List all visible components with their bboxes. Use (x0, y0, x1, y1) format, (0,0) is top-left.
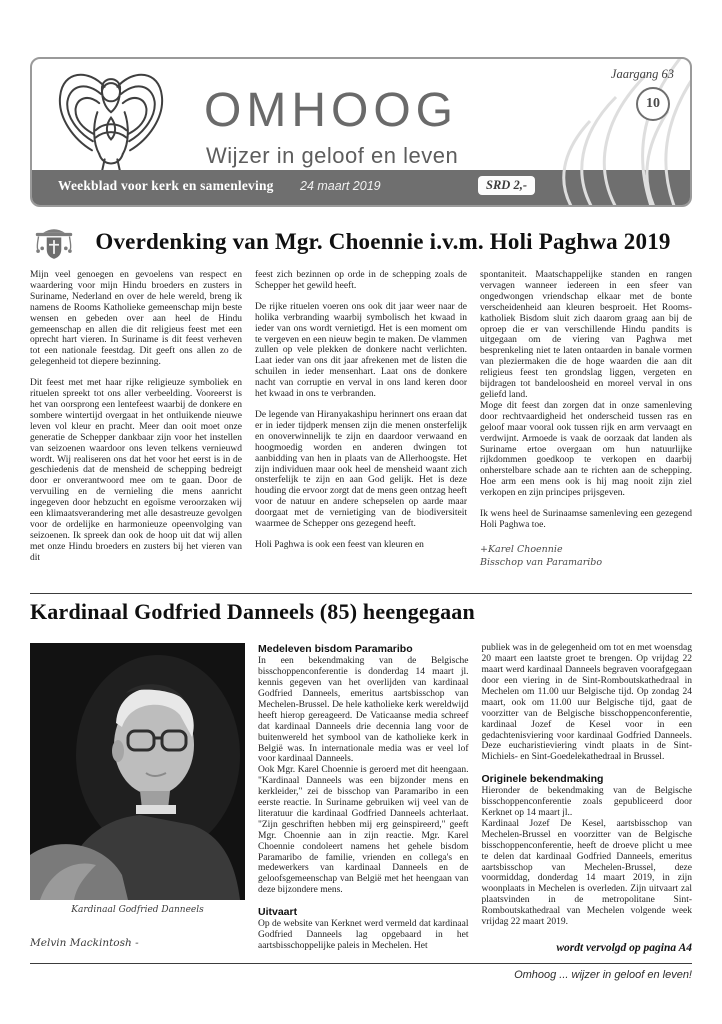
paragraph: De legende van Hiranyakashipu herinnert ons eraan dat er in ieder tijdperk mensen zijn die menen onsterfelijk en onoverwinnelijk te zijn en daardoor verwaand en hoogmoedig worden en anderen dwingen tot aanbidding van hen in plaats van de Allerhoogste. Het zijn individuen maar ook heel de mensheid waant zich onsterfelijk te zijn en aan God gelijk. Het is deze houding die ervoor zorgt dat de mens geen ontzag heeft voor de natuur en andere schepselen op aarde maar doorgaat met de vernietiging van de biodiversiteit waarmee de Schepper ons gezegend heeft. (255, 409, 467, 530)
paragraph: Ook Mgr. Karel Choennie is geroerd met dit heengaan. "Kardinaal Danneels was een bijzonder mens en kerkleider," zei de bisschop van Paramaribo in een eerste reactie. In Suriname gebruiken wij veel van de literatuur die kardinaal Godfried Danneels achterlaat. "Zijn geschriften hebben mij erg geinspireerd," geeft Mgr. Choennie aan in zijn reactie. Mgr. Karel Choennie condoleert namens het gehele bisdom Paramaribo de familie, vrienden en collega's en medewerkers van kardinaal Danneels en de geloofsgemeenschap van België met het heengaan van deze bijzondere mens. (258, 765, 469, 896)
paragraph: Dit feest met met haar rijke religieuze symboliek en rituelen spreekt tot ons aller verbeelding. Vooreerst is het van oorsprong een lentefeest waarbij de donkere en sombere wintertijd overgaat in het ontluikende nieuwe leven vol kleur en pracht. Meer dan ooit moet onze generatie de Schepper dankbaar zijn voor het instellen van seizoenen waardoor ons leven telkens vernieuwd wordt. Wij realiseren ons dat het voor het eerst is in de geschiedenis dat de mensheid de schepping bedreigt door er onverantwoord mee om te gaan. Door de vervuiling en de vernieling die mens aanricht ingegeven door hebzucht en egoïsme veroorzaken wij een klimaatsverandering met alle desastreuze gevolgen voor de ordelijke en harmonieuze opeenvolging van seizoenen. Ik spreek dan ook de hoop uit dat wij allen met onze Hindu broeders en zusters bij het vieren van dit (30, 378, 242, 563)
paragraph: Holi Paghwa is ook een feest van kleuren en (255, 539, 424, 550)
footer-tagline: Omhoog ... wijzer in geloof en leven! (514, 969, 692, 982)
bishop-crest-icon (34, 223, 74, 261)
article1-column-1 (30, 270, 242, 586)
article2-headline: Kardinaal Godfried Danneels (85) heengegaan (30, 599, 475, 624)
masthead-tagline: Wijzer in geloof en leven (206, 143, 459, 168)
article2-photo-column (30, 643, 245, 955)
subheading-originele-bekendmaking: Originele bekendmaking (481, 773, 604, 786)
weekblad-label: Weekblad voor kerk en samenleving (58, 178, 274, 193)
footer-divider (30, 963, 692, 964)
cardinal-portrait-photo (30, 643, 245, 900)
issue-number-badge (636, 87, 670, 121)
article2-column-2 (258, 643, 469, 955)
paragraph: In een bekendmaking van de Belgische bisschoppenconferentie is donderdag 14 maart jl. kennis gegeven van het overlijden van kardinaal Godfried Danneels, emeritus aartsbisschop van Mechelen-Brussel. De hele katholieke kerk wereldwijd heeft hierop gereageerd. De Vaticaanse media schreef dat kardinaal Danneels drie decennia lang voor de buitenwereld het symbool van de katholieke kerk in België was. In internationale media was er veel lof voor kardinaal Danneels. (258, 656, 469, 765)
subheading-medeleven: Medeleven bisdom Paramaribo (258, 643, 413, 656)
article1-headline: Overdenking van Mgr. Choennie i.v.m. Holi Paghwa 2019 (95, 229, 671, 254)
paragraph: Op de website van Kerknet werd vermeld dat kardinaal Godfried Danneels lag opgebaard in het aartsbisschoppelijke paleis in Mechelen. Het (258, 919, 469, 951)
paragraph: De rijke rituelen voeren ons ook dit jaar weer naar de holika verbranding waarbij symbolisch het kwaad in ieder van ons wordt vernietigd. Het is een moment om te vergeven en een nieuw begin te maken. De vlammen zullen op vele plekken de donkere nacht verlichten. Laat ieder van ons dit jaar afrekenen met de listen die schuilen in ieder mensenhart. Laat ons de donkere nacht van corruptie en verval in ons land keren door het kwaad in ons te verbranden. (255, 301, 467, 400)
author-name: +Karel Choennie (480, 543, 563, 555)
angel-logo-icon (52, 65, 170, 183)
section-divider (30, 593, 692, 594)
masthead-bar (32, 170, 690, 205)
paragraph: Moge dit feest dan zorgen dat in onze samenleving door rechtvaardigheid het onderscheid tussen ras en geloof maar vooral ook tussen rijk en arm vervaagt en verdwijnt. Armoede is vaak de oorzaak dat landen als Suriname ertoe overgaan om hun natuurlijke rijkdommen goedkoop te verkopen en daarbij onherstelbare schade aan te richten aan de schepping. Hoe arm een mens ook is hij mag nooit zijn ziel verkopen en zijn principes prijsgeven. (480, 400, 692, 499)
newspaper-front-page (30, 0, 692, 981)
article-danneels (30, 599, 692, 955)
author-signature (480, 543, 692, 569)
masthead (30, 57, 692, 207)
photo-caption: Kardinaal Godfried Danneels (71, 905, 204, 916)
paragraph: feest zich bezinnen op orde in de schepping zoals de Schepper het gewild heeft. (255, 270, 467, 291)
paragraph: Ik wens heel de Surinaamse samenleving een gezegend Holi Paghwa toe. (480, 509, 692, 530)
price-badge: SRD 2,- (478, 176, 535, 195)
continued-on-page-note: wordt vervolgd op pagina A4 (556, 942, 692, 954)
paragraph: Hieronder de bekendmaking van de Belgische bisschoppenconferentie zoals gepubliceerd door Kerknet op 14 maart jl.. (481, 786, 692, 819)
article1-column-3 (480, 270, 692, 586)
issue-number: 10 (646, 96, 660, 111)
photo-credit: Melvin Mackintosh - (30, 937, 139, 950)
author-title: Bisschop van Paramaribo (480, 556, 603, 568)
paragraph: Kardinaal Jozef De Kesel, aartsbisschop van Mechelen-Brussel en voorzitter van de Belgische bisschoppenconferentie, heeft de droeve plicht u mee te delen dat kardinaal Godfried Danneels, emeritus aartsbisschop van Mechelen-Brussel, deze voormiddag, donderdag 14 maart 2019, in zijn woonplaats in Mechelen is overleden. Zijn uitvaart zal plaatsvinden in de metropolitane Sint-Romboutskathedraal van Mechelen volgende week vrijdag 22 maart 2019. (481, 818, 692, 928)
paragraph: spontaniteit. Maatschappelijke standen en rangen vervagen wanneer iedereen in een sfeer van ongedwongen vriendschap elkaar met de bonte verscheidenheid aan kleuren besproeit. Het Rooms-katholiek Bisdom sluit zich daarom graag aan bij de oproep die er van verschillende Hindu pandits is uitgegaan om de viering van Paghwa met besprenkeling niet te laten ontaarden in banale vormen van pleziermaken die de hoge waarden die aan dit religieus feest ten grondslag liggen, vergeten en bijdragen tot bandeloosheid en moreel verval in ons geliefd land. (480, 270, 692, 400)
article1-column-2 (255, 270, 467, 586)
article2-column-3 (482, 643, 693, 955)
paragraph: Mijn veel genoegen en gevoelens van respect en waardering voor mijn Hindu broeders en zusters in Suriname, Nederland en over de hele wereld, breng ik namens de Rooms Katholieke gemeenschap mijn beste wensen en gebeden over aan heel de Hindu gemeenschap en allen die dit religieus feest met een oprecht hart vieren. In Suriname is dit feest verheven tot een nationale feestdag. Dit geeft ons allen zo de gelegenheid tot diepere bezinning. (30, 270, 242, 368)
masthead-title: OMHOOG (204, 84, 458, 137)
jaargang-label: Jaargang 63 (610, 67, 674, 81)
subheading-uitvaart: Uitvaart (258, 906, 298, 919)
issue-date: 24 maart 2019 (300, 179, 381, 193)
article-overdenking (30, 221, 692, 586)
paragraph: publiek was in de gelegenheid om tot en met woensdag 20 maart een laatste groet te brengen. Op vrijdag 22 maart werd kardinaal Danneels begraven voorafgegaan door een viering in de Sint-Romboutskathedraal in Mechelen om 11.00 uur Belgische tijd. Op zondag 24 maart, ook om 11.00 uur Belgische tijd, gaat de voorzitter van de Belgische bisschoppenconferentie, kardinaal Jozef de Kesel voor in een gedachtenisviering voor kardinaal Godfried Danneels. Deze eucharistieviering vindt plaats in de Sint-Michiels- en Sint-Goedelekathedraal in Brussel. (481, 643, 692, 763)
